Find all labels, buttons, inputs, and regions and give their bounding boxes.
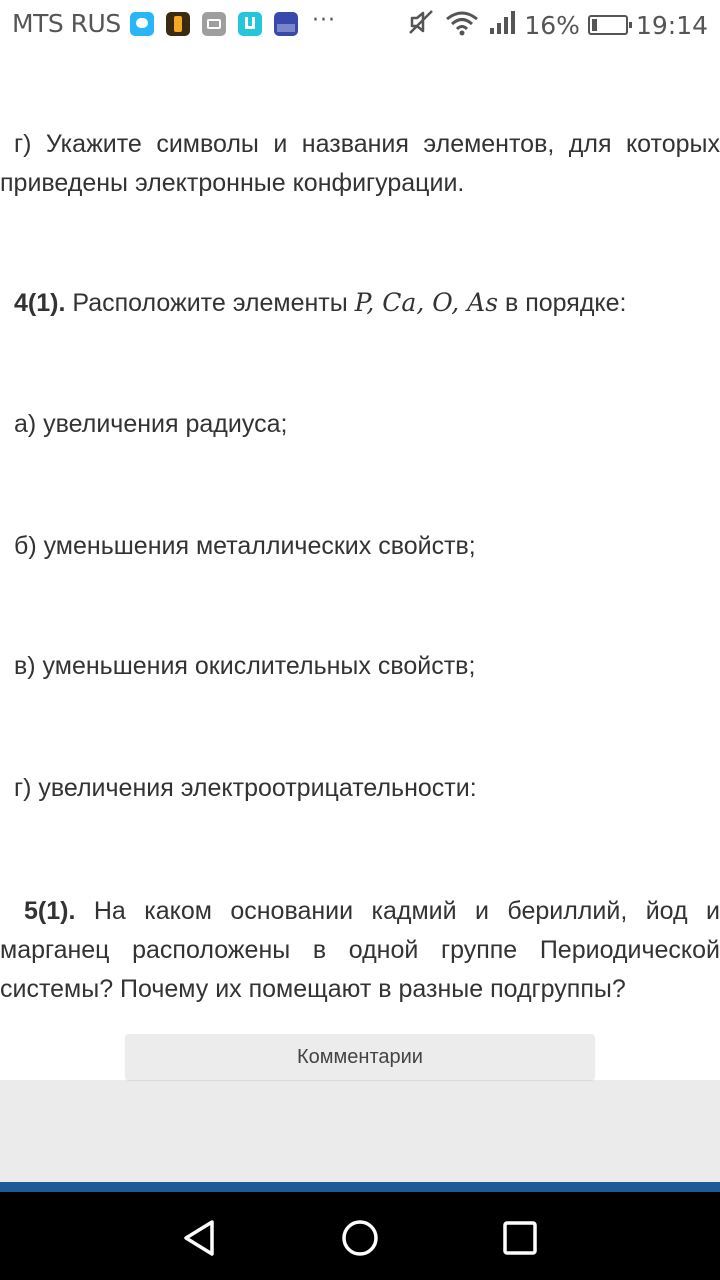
status-bar xyxy=(0,0,720,50)
clock: 19:14 xyxy=(635,10,708,40)
battery-percent: 16% xyxy=(524,10,580,40)
game-icon xyxy=(166,12,190,36)
messenger-icon xyxy=(130,12,154,36)
item-v: в) уменьшения окислительных свойств; xyxy=(14,652,476,680)
question-5-label: 5(1). xyxy=(24,897,76,925)
gallery-icon xyxy=(202,12,226,36)
article-content xyxy=(0,50,720,1180)
item-g: г) увеличения электроотрицательности: xyxy=(14,774,477,802)
question-4 xyxy=(14,283,714,323)
comments-button[interactable]: Комментарии xyxy=(125,1034,595,1080)
item-b: б) уменьшения металлических свойств; xyxy=(14,532,476,560)
download-icon xyxy=(238,12,262,36)
question-4-text-before: Расположите элементы xyxy=(65,289,355,317)
wifi-icon xyxy=(444,7,480,43)
recent-apps-icon[interactable] xyxy=(500,1218,540,1258)
more-notifications-icon: ··· xyxy=(312,8,336,33)
mute-icon xyxy=(406,7,436,43)
navigation-bar xyxy=(0,1192,720,1280)
accent-divider xyxy=(0,1182,720,1192)
carrier-name: MTS RUS xyxy=(12,9,121,38)
back-icon[interactable] xyxy=(180,1218,220,1258)
question-4-label: 4(1). xyxy=(14,289,66,317)
item-a: а) увеличения радиуса; xyxy=(14,410,288,438)
question-4-elements: P, Ca, O, As xyxy=(354,288,499,317)
question-4-text-after: в порядке: xyxy=(498,289,627,317)
question-5 xyxy=(0,892,720,1009)
home-icon[interactable] xyxy=(340,1218,380,1258)
question-5-text: На каком основании кадмий и бериллий, йод и марганец расположены в одной группе Периодической системы? Почему их помещают в разные подгруппы? xyxy=(0,897,720,1003)
signal-icon xyxy=(488,8,516,42)
battery-icon xyxy=(588,15,628,35)
wallpaper-icon xyxy=(274,12,298,36)
paragraph-g-symbols: г) Укажите символы и названия элементов, для которых приведены электронные конфигурации. xyxy=(0,130,720,197)
